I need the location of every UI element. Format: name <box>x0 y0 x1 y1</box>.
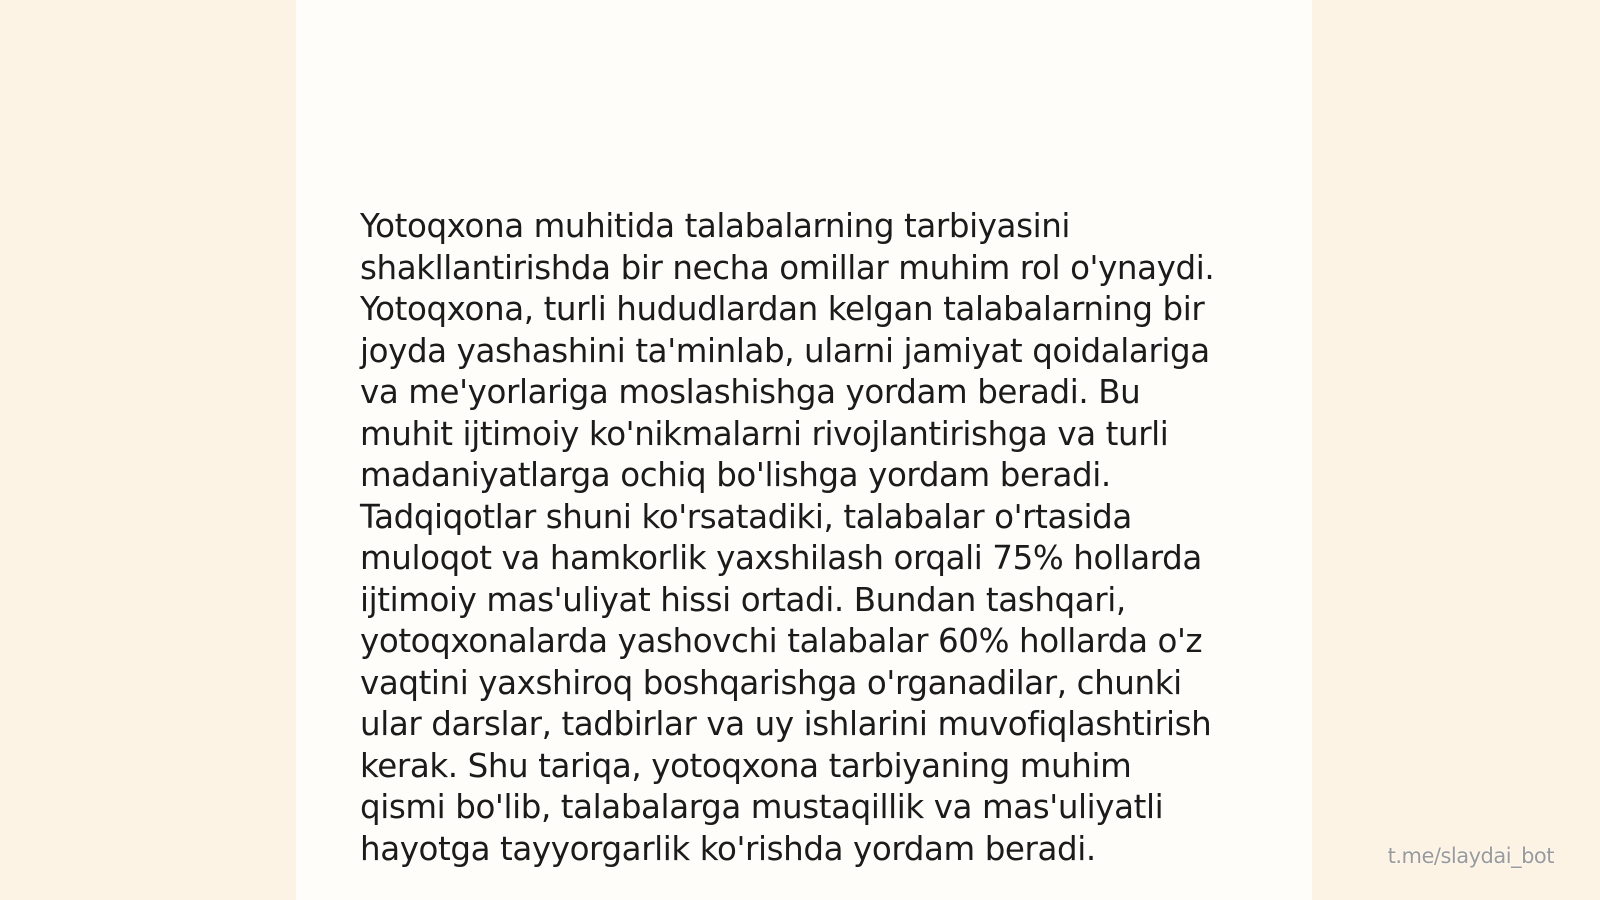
watermark-link[interactable]: t.me/slaydai_bot <box>1387 844 1554 868</box>
paragraph-line: qismi bo'lib, talabalarga mustaqillik va mas'uliyatli <box>360 788 1164 826</box>
paragraph-line: kerak. Shu tariqa, yotoqxona tarbiyaning muhim <box>360 746 1132 785</box>
paragraph-line: Tadqiqotlar shuni ko'rsatadiki, talabalar o'rtasida <box>360 497 1132 536</box>
paragraph-line: joyda yashashini ta'minlab, ularni jamiyat qoidalariga <box>360 331 1210 370</box>
paragraph-line: vaqtini yaxshiroq boshqarishga o'rganadilar, chunki <box>360 663 1182 702</box>
paragraph-line: va me'yorlariga moslashishga yordam beradi. Bu <box>360 373 1141 411</box>
paragraph-line: ijtimoiy mas'uliyat hissi ortadi. Bundan tashqari, <box>360 580 1126 619</box>
paragraph-line: madaniyatlarga ochiq bo'lishga yordam beradi. <box>360 456 1111 494</box>
paragraph-line: hayotga tayyorgarlik ko'rishda yordam beradi. <box>360 829 1096 868</box>
paragraph-line: muloqot va hamkorlik yaxshilash orqali 75% hollarda <box>360 539 1202 577</box>
paragraph-line: shakllantirishda bir necha omillar muhim rol o'ynaydi. <box>360 248 1215 287</box>
paragraph-line: Yotoqxona, turli hududlardan kelgan talabalarning bir <box>360 290 1205 328</box>
paragraph-line: yotoqxonalarda yashovchi talabalar 60% hollarda o'z <box>360 622 1203 660</box>
paragraph-line: ular darslar, tadbirlar va uy ishlarini muvofiqlashtirish <box>360 705 1212 743</box>
paragraph-line: Yotoqxona muhitida talabalarning tarbiyasini <box>360 207 1071 245</box>
paragraph-line: muhit ijtimoiy ko'nikmalarni rivojlantirishga va turli <box>360 414 1169 453</box>
body-paragraph <box>360 206 1280 870</box>
